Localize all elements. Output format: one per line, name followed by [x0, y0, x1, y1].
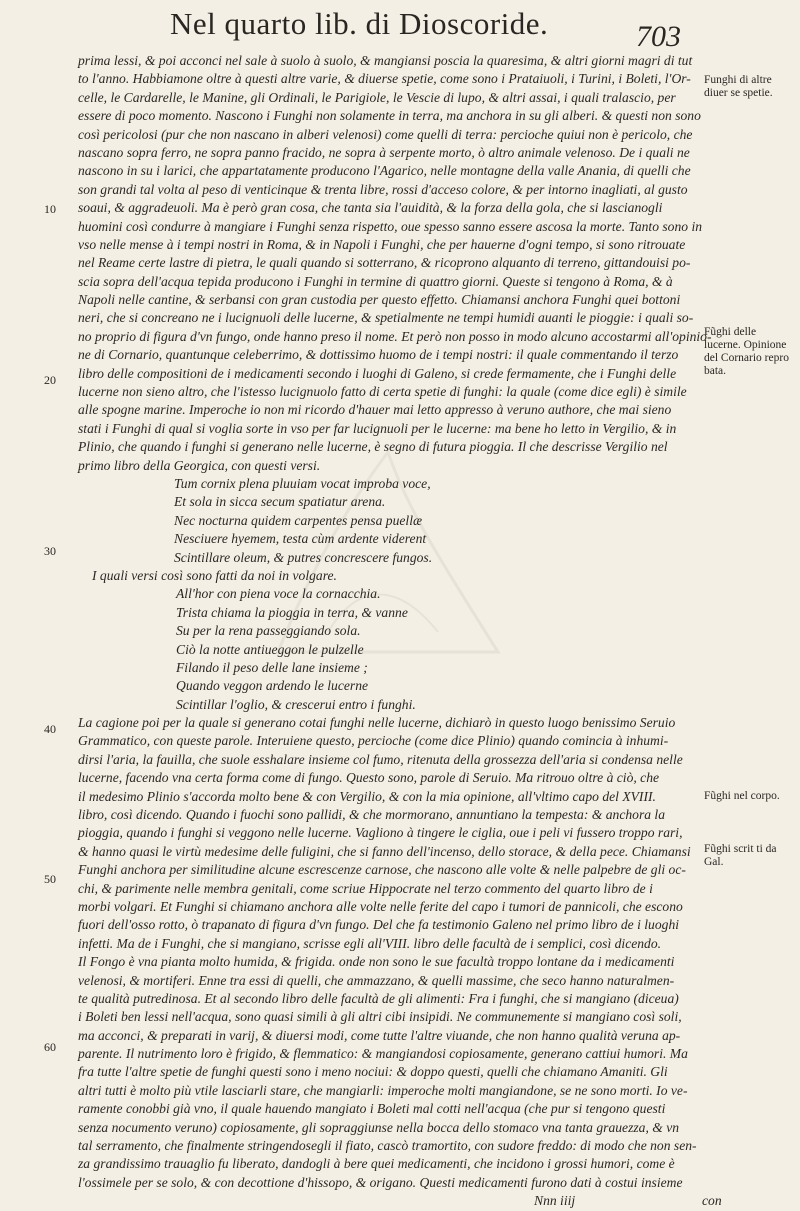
text-line: nascono in su i larici, che appartatamente producono l'Agarico, nelle montagne della valle Anania, di quelli che	[78, 163, 691, 179]
text-line: nel Reame certe lastre di pietra, le quali quando si sotterrano, & ricoprono alquanto di terreno, gittandouisi po-	[78, 255, 691, 271]
paragraph-block-1	[78, 52, 712, 475]
text-line: dirsi l'aria, la fauilla, che suole esshalare insieme col fumo, ritenuta della grossezza dell'aria si condensa nelle	[78, 751, 683, 767]
text-line: così pericolosi (pur che non nascano in alberi velenosi) come quelli di terra: percioche quiui non è pericolo, che	[78, 126, 693, 142]
text-line: lucerne non sieno altro, che l'istesso lucignuolo fatto di certa spetie di funghi: la quale (come dice egli) è simile	[78, 384, 687, 400]
text-line: ramente conobbi già vno, il quale hauendo mangiato i Boleti mal cotti nell'acqua (che pur si tengono questi	[78, 1101, 666, 1117]
paragraph-block-2	[78, 714, 696, 1192]
text-line: essere di poco momento. Nascono i Funghi non solamente in terra, ma anchora in su gli alberi. & questi non sono	[78, 108, 701, 124]
text-line: Napoli nelle cantine, & serbansi con gran custodia per questo effetto. Chiamansi anchora Funghi quei bottoni	[78, 292, 681, 308]
margin-note: Funghi di altre diuer se spetie.	[704, 74, 773, 99]
text-line: & hanno quasi le virtù medesime delle fuligini, che si fanno dell'incenso, dello storace, & della pece. Chiamansi	[78, 843, 691, 859]
text-line: chi, & parimente nelle membra genitali, come scriue Hippocrate nel terzo commento del quarto libro de i	[78, 880, 653, 896]
text-line: scia sopra dell'acqua tepida producono i Funghi in termine di quattro giorni. Queste si tengono à Roma, & à	[78, 273, 673, 289]
italian-verse-line: Ciò la notte antiueggon le pulzelle	[176, 641, 364, 657]
margin-note: Fũghi scrit ti da Gal.	[704, 843, 777, 868]
main-text	[78, 52, 722, 1211]
line-number: 10	[44, 202, 56, 216]
latin-verse-block	[78, 475, 696, 567]
text-line: velenosi, & mortiferi. Enne tra essi di quelli, che ammazzano, & quelli massime, che seco hanno naturalmen-	[78, 972, 675, 988]
line-number: 30	[44, 544, 56, 558]
text-line: senza nocumento veruno) copiosamente, gli sopraggiunse nella bocca dello stomaco vna tanta grauezza, & vn	[78, 1119, 680, 1135]
text-line: stati i Funghi di qual si voglia sorte in vso per far lucignuoli per le lucerne: ma bene ho letto in Vergilio, & in	[78, 420, 677, 436]
text-line: Funghi anchora per similitudine alcune escrescenze carnose, che nascono alle volte & nelle palpebre de gli oc-	[78, 862, 686, 878]
text-line: no proprio di figura d'vn fungo, onde hanno preso il nome. Et però non posso in modo alcuno accostarmi all'opinio-	[78, 328, 712, 344]
text-line: Plinio, che quando i funghi si generano nelle lucerne, è segno di futura pioggia. Il che descrisse Vergilio nel	[78, 439, 668, 455]
text-line: za grandissimo trauaglio fu liberato, dandogli à bere quei medicamenti, che incidono i grossi humori, come è	[78, 1156, 675, 1172]
text-line: Grammatico, con queste parole. Interuiene questo, percioche (come dice Plinio) quando comincia à inhumi-	[78, 733, 669, 749]
text-line: to l'anno. Habbiamone oltre à questi altre varie, & diuerse spetie, come sono i Prataiuoli, i Turini, i Boleti, l'Or-	[78, 71, 691, 87]
italian-verse-line: Trista chiama la pioggia in terra, & vanne	[176, 604, 408, 620]
latin-verse-line: Tum cornix plena pluuiam vocat improba voce,	[174, 475, 431, 491]
text-line: ma acconci, & preparati in varij, & diuersi modi, come tutte l'altre viuande, che non hanno qualità veruna ap-	[78, 1027, 681, 1043]
italian-verse-line: Filando il peso delle lane insieme ;	[176, 659, 368, 675]
margin-note: Fũghi nel corpo.	[704, 790, 780, 802]
latin-verse-line: Scintillare oleum, & putres concrescere fungos.	[174, 549, 433, 565]
text-line: tal serramento, che finalmente stringendosegli il fiato, cascò tramortito, con sudore freddo: di modo che non sen-	[78, 1138, 697, 1154]
text-line: neri, che si concreano ne i lucignuoli delle lucerne, & spetialmente ne tempi humidi auanti le pioggie: i quali so-	[78, 310, 694, 326]
running-title: Nel quarto lib. di Dioscoride.	[170, 6, 549, 41]
line-number: 50	[44, 872, 56, 886]
text-line: alle spogne marine. Imperoche io non mi ricordo d'hauer mai letto appresso à veruno authore, che mai sieno	[78, 402, 672, 418]
page-number: 703	[636, 20, 681, 53]
text-line: soaui, & aggradeuoli. Ma è però gran cosa, che tanta sia l'auidità, & la forza della gola, che si lascianogli	[78, 200, 663, 216]
italian-verse-line: Quando veggon ardendo le lucerne	[176, 678, 369, 694]
signature-line	[78, 1192, 722, 1210]
line-number: 40	[44, 722, 56, 736]
catchword: con	[701, 1193, 722, 1209]
text-line: ne di Cornario, quantunque celeberrimo, & dottissimo huomo de i tempi nostri: il quale commentando il terzo	[78, 347, 679, 363]
text-line: i Boleti ben lessi nell'acqua, sono quasi simili à gli altri cibi insipidi. Ne communemente si mangiano così soli,	[78, 1009, 682, 1025]
italian-verse-line: Scintillar l'oglio, & crescerui entro i funghi.	[176, 696, 416, 712]
line-number: 20	[44, 373, 56, 387]
text-line: libro, così dicendo. Quando i fuochi sono pallidi, & che mormorano, annuntiano la tempesta: & anchora la	[78, 807, 666, 823]
text-line: prima lessi, & poi acconci nel sale à suolo à suolo, & mangiansi poscia la quaresima, & altri giorni magri di tut	[78, 53, 693, 68]
latin-verse-line: Et sola in sicca secum spatiatur arena.	[174, 494, 386, 510]
verse-intro-line: I quali versi così sono fatti da noi in volgare.	[92, 567, 337, 583]
text-line: celle, le Cardarelle, le Manine, gli Ordinali, le Parigiole, le Vescie di lupo, & altri assai, i quali tralascio, per	[78, 89, 676, 105]
text-line: La cagione poi per la quale si generano cotai funghi nelle lucerne, dichiarò in questo luogo benissimo Seruio	[78, 715, 676, 731]
text-line: morbi volgari. Et Funghi si chiamano anchora alle volte nelle ferite del capo i tumori de pannicoli, che escono	[78, 898, 683, 914]
line-number: 60	[44, 1040, 56, 1054]
margin-note: Fũghi delle lucerne. Opinione del Cornario repro bata.	[704, 326, 789, 377]
text-line: l'ossimele per se solo, & con decottione d'hissopo, & origano. Questi medicamenti furono dati à costui insieme	[78, 1174, 683, 1190]
italian-verse-line: All'hor con piena voce la cornacchia.	[176, 586, 381, 602]
text-line: primo libro della Georgica, con questi versi.	[78, 457, 321, 473]
text-line: son grandi tal volta al peso di venticinque & trenta libre, rossi d'acceso colore, & per intorno inagliati, al gusto	[78, 181, 688, 197]
latin-verse-line: Nec nocturna quidem carpentes pensa puellæ	[174, 512, 423, 528]
text-line: altri tutti è molto più vtile lasciarli stare, che mangiarli: imperoche molti mangiandone, se ne sono morti. Io ve-	[78, 1082, 688, 1098]
text-line: pioggia, quando i funghi si veggono nelle lucerne. Vagliono à tingere le ciglia, oue i peli vi fussero troppo rari,	[78, 825, 683, 841]
text-line: fra tutte l'altre spetie de funghi questi sono i meno nociui: & doppo questi, quelli che chiamano Amaniti. Gli	[78, 1064, 668, 1080]
text-line: infetti. Ma de i Funghi, che si mangiano, scrisse egli all'VIII. libro delle facultà de i semplici, così dicendo.	[78, 935, 662, 951]
text-line: huomini così condurre à mangiare i Funghi senza rispetto, oue spesso sanno essere ascosa la morte. Tanto sono in	[78, 218, 703, 234]
text-line: il medesimo Plinio s'accorda molto bene & con Vergilio, & con la mia opinione, all'vltimo capo del XVIII.	[78, 788, 656, 804]
text-line: nascano sopra ferro, ne sopra panno fracido, ne sopra à serpente morto, ò altro animale velenoso. De i quali ne	[78, 144, 690, 160]
text-line: te qualità putredinosa. Et al secondo libro delle facultà de gli alimenti: Fra i funghi, che si mangiano (diceua)	[78, 990, 679, 1006]
text-line: lucerne, facendo vna certa forma come di fungo. Questo sono, parole di Seruio. Ma ritrouo oltre à ciò, che	[78, 770, 660, 786]
text-line: libro delle compositioni de i medicamenti secondo i luoghi di Galeno, si crede fermamente, che i Funghi delle	[78, 365, 677, 381]
running-header	[0, 6, 800, 52]
text-line: Il Fongo è vna pianta molto humida, & frigida. onde non sono le sue facultà troppo lontane da i medicamenti	[78, 954, 675, 970]
text-line: parente. Il nutrimento loro è frigido, & flemmatico: & mangiandosi copiosamente, generano cattiui humori. Ma	[78, 1046, 688, 1062]
italian-verse-line: Su per la rena passeggiando sola.	[176, 623, 361, 639]
text-line: vso nelle mense à i tempi nostri in Roma, & in Napoli i Funghi, che per hauerne d'ogni tempo, si sono ritrouate	[78, 236, 686, 252]
text-line: fuori dell'osso rotto, ò trapanato di figura d'vn fungo. Del che fa testimonio Galeno nel primo libro de i luoghi	[78, 917, 680, 933]
signature-mark: Nnn iiij	[534, 1193, 576, 1209]
italian-verse-block	[78, 585, 696, 714]
latin-verse-line: Nesciuere hyemem, testa cùm ardente viderent	[174, 531, 427, 547]
